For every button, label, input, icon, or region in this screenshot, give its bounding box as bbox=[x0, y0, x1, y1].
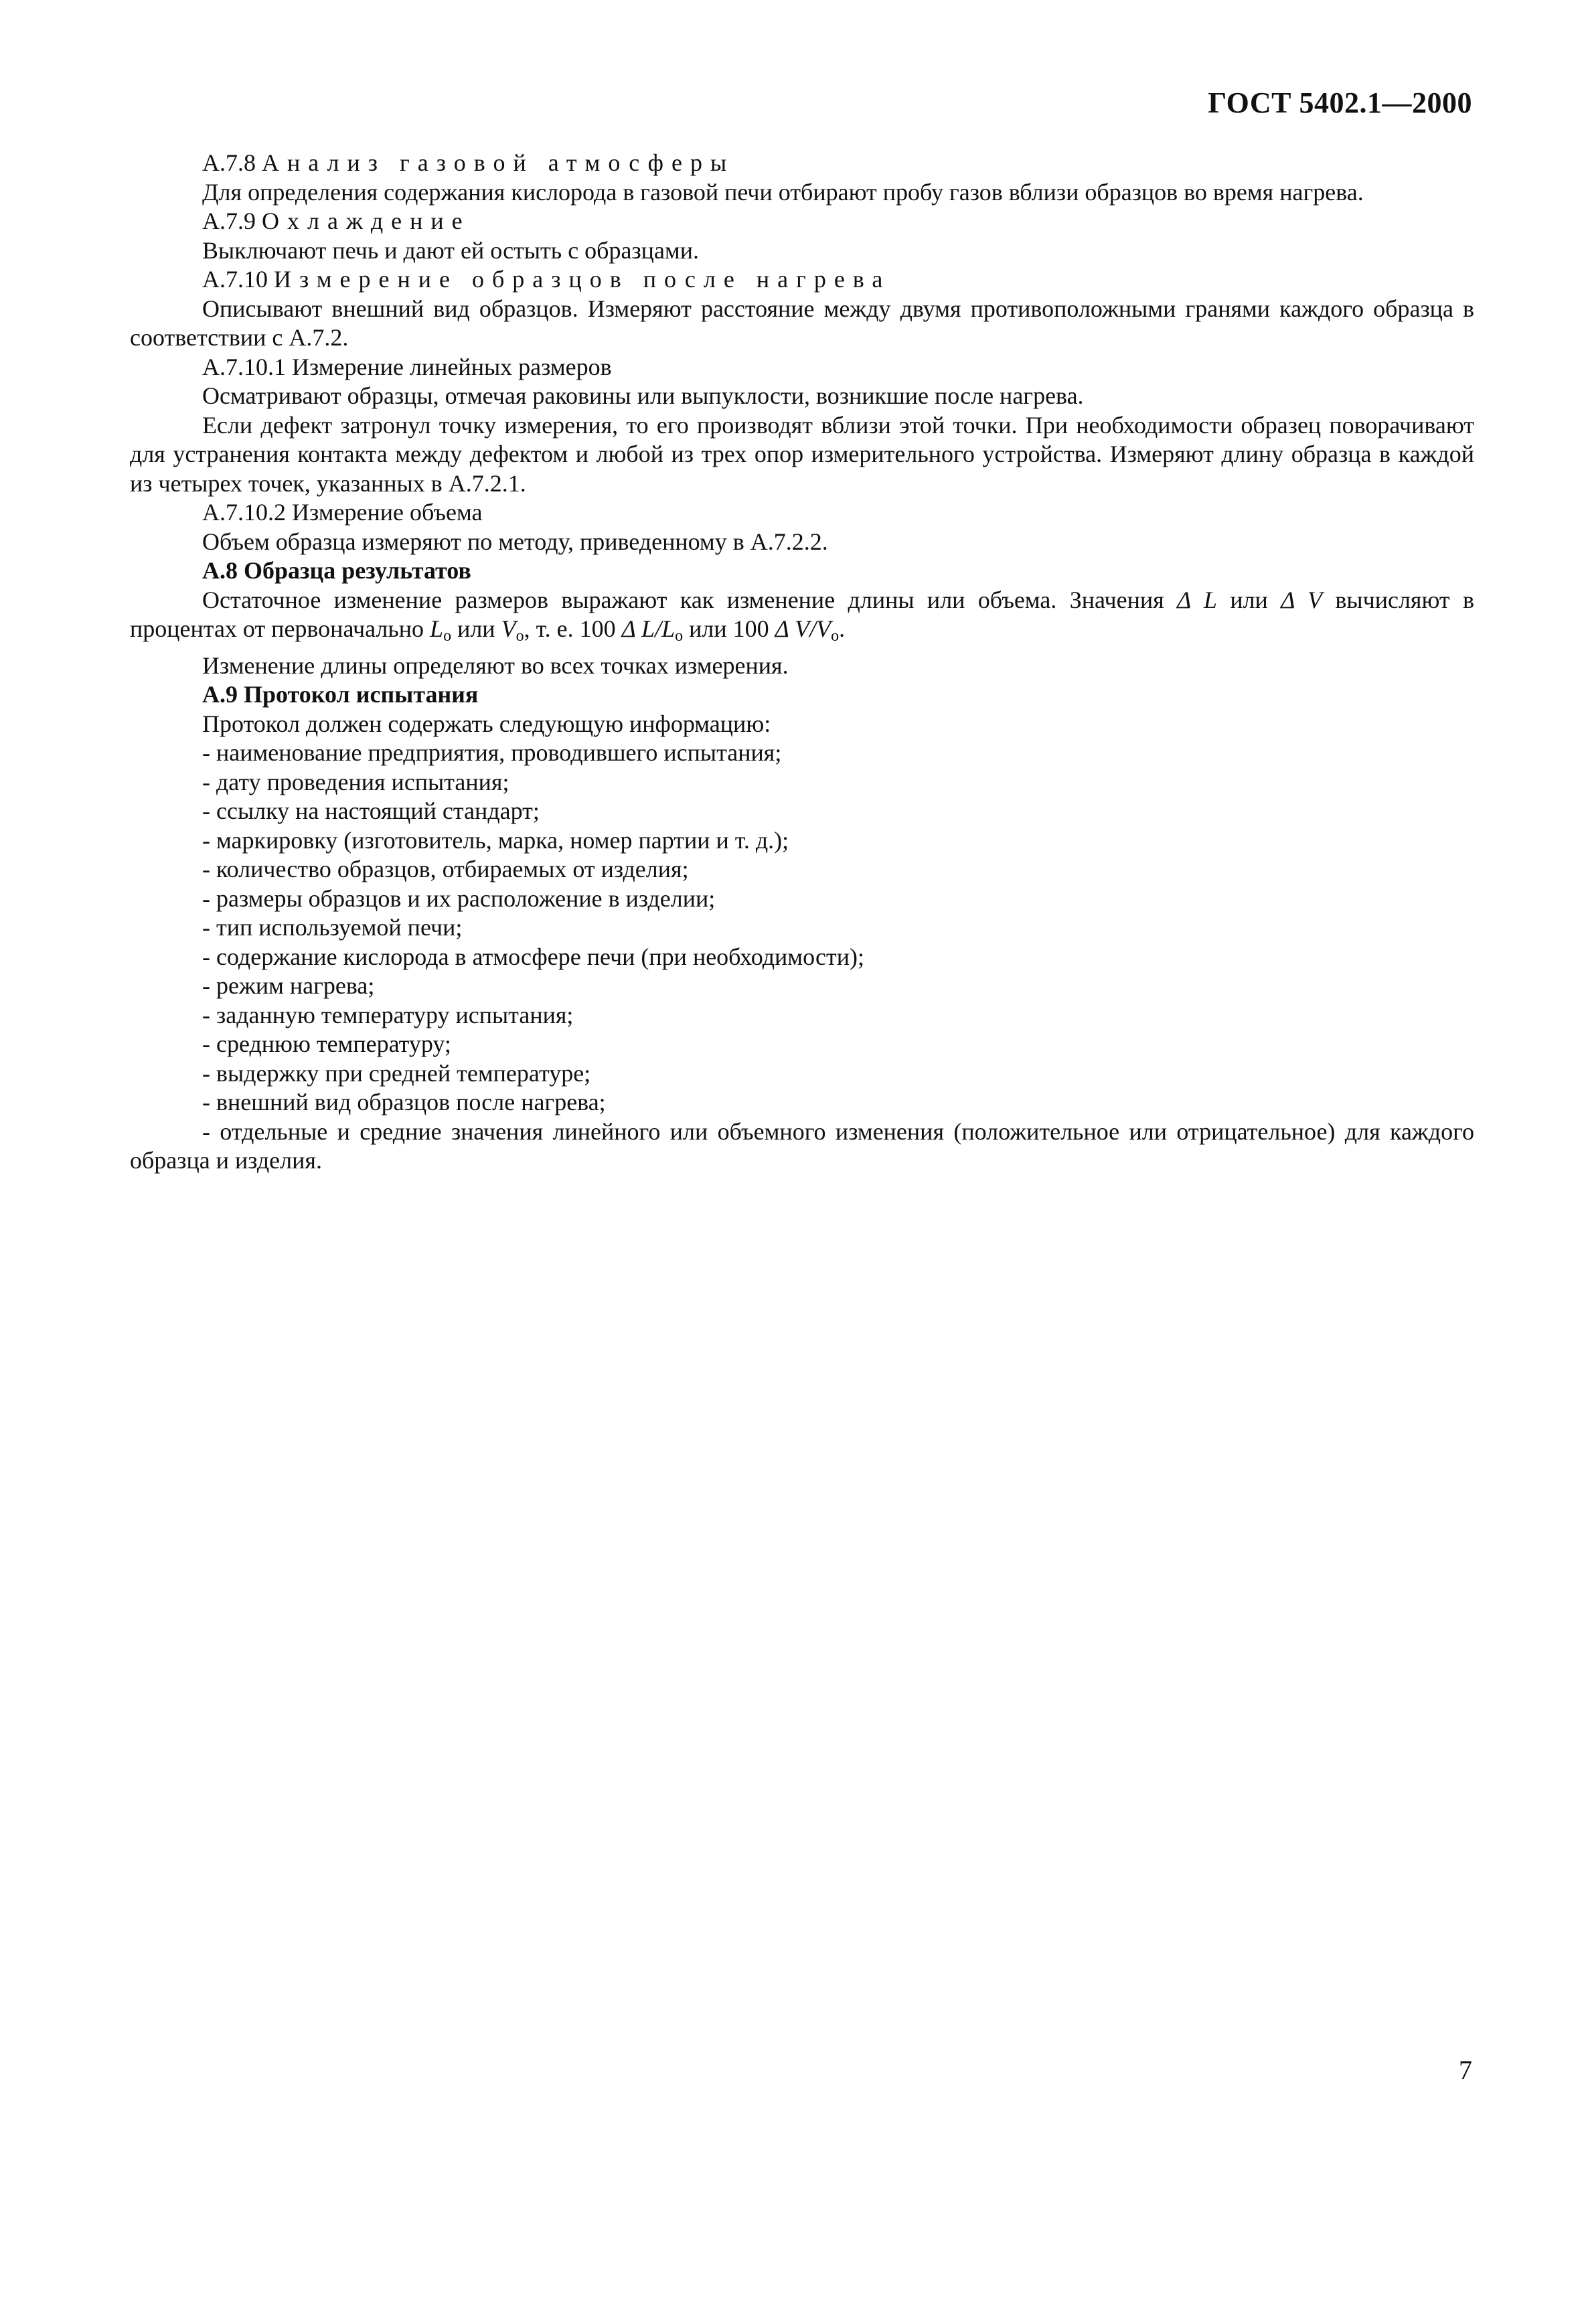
paragraph: Если дефект затронул точку измерения, то его производят вблизи этой точки. При необходимости образец поворачивают для устранения контакта между дефектом и любой из трех опор измерительного устройства. Измеряют длину образца в каждой из четырех точек, указанных в А.7.2.1. bbox=[130, 411, 1474, 497]
paragraph: Протокол должен содержать следующую информацию: bbox=[202, 710, 771, 737]
document-body bbox=[130, 149, 1474, 1176]
text-fragment: . bbox=[839, 615, 846, 642]
section-title: Охлаждение bbox=[262, 208, 471, 234]
formula-v: V bbox=[501, 615, 516, 642]
section-number: А.7.10 bbox=[202, 266, 268, 293]
document-code: ГОСТ 5402.1—2000 bbox=[1208, 86, 1472, 119]
list-item: - среднюю температуру; bbox=[202, 1030, 451, 1057]
paragraph-formula bbox=[130, 586, 1474, 651]
formula-dl-over-l: Δ L/L bbox=[621, 615, 676, 642]
section-a7102-heading: А.7.10.2 Измерение объема bbox=[202, 499, 483, 526]
list-item: - выдержку при средней температуре; bbox=[202, 1059, 591, 1087]
list-item: - режим нагрева; bbox=[202, 972, 375, 999]
list-item: - тип используемой печи; bbox=[202, 914, 463, 941]
formula-delta-v: Δ V bbox=[1281, 586, 1323, 613]
formula-dv-over-v: Δ V/V bbox=[775, 615, 831, 642]
list-item: - размеры образцов и их расположение в изделии; bbox=[202, 884, 716, 912]
subscript: o bbox=[443, 627, 452, 645]
formula-delta-l: Δ L bbox=[1177, 586, 1217, 613]
paragraph: Объем образца измеряют по методу, приведенному в А.7.2.2. bbox=[202, 528, 828, 555]
list-item: - дату проведения испытания; bbox=[202, 768, 509, 795]
formula-l: L bbox=[430, 615, 444, 642]
subscript: o bbox=[675, 627, 684, 645]
section-a8-heading: А.8 Образца результатов bbox=[202, 557, 471, 584]
text-fragment: , т. е. 100 bbox=[524, 615, 622, 642]
list-item: - заданную температуру испытания; bbox=[202, 1001, 574, 1028]
text-fragment: Остаточное изменение размеров выражают как изменение длины или объема. Значения bbox=[202, 586, 1178, 613]
section-a7101-heading: А.7.10.1 Измерение линейных размеров bbox=[202, 353, 612, 380]
section-number: А.7.8 bbox=[202, 149, 256, 176]
subscript: o bbox=[831, 627, 840, 645]
page-number: 7 bbox=[1459, 2055, 1472, 2085]
list-item: - ссылку на настоящий стандарт; bbox=[202, 797, 540, 824]
list-item: - наименование предприятия, проводившего испытания; bbox=[202, 739, 782, 766]
section-a9-heading: А.9 Протокол испытания bbox=[202, 681, 479, 708]
section-number: А.7.9 bbox=[202, 208, 256, 234]
list-item: - количество образцов, отбираемых от изделия; bbox=[202, 856, 689, 882]
text-fragment: или 100 bbox=[683, 615, 775, 642]
paragraph: Осматривают образцы, отмечая раковины или выпуклости, возникшие после нагрева. bbox=[202, 382, 1084, 409]
section-a710-heading bbox=[130, 265, 1474, 295]
subscript: o bbox=[516, 627, 524, 645]
list-item: - содержание кислорода в атмосфере печи (при необходимости); bbox=[202, 943, 864, 970]
paragraph: Описывают внешний вид образцов. Измеряют расстояние между двумя противоположными гранями каждого образца в соответствии с А.7.2. bbox=[130, 295, 1474, 351]
paragraph: Изменение длины определяют во всех точках измерения. bbox=[202, 651, 789, 679]
paragraph: Выключают печь и дают ей остыть с образцами. bbox=[202, 236, 699, 264]
text-fragment: или bbox=[1216, 586, 1281, 613]
list-item: - внешний вид образцов после нагрева; bbox=[202, 1089, 606, 1115]
section-title: Измерение образцов после нагрева bbox=[274, 266, 891, 293]
section-a78-heading bbox=[130, 149, 1474, 178]
text-fragment: вычисляют в процентах от первоначально bbox=[130, 586, 1474, 642]
list-item: - отдельные и средние значения линейного или объемного изменения (положительное или отрицательное) для каждого образца и изделия. bbox=[130, 1117, 1474, 1174]
section-title: Анализ газовой атмосферы bbox=[262, 149, 735, 176]
list-item: - маркировку (изготовитель, марка, номер партии и т. д.); bbox=[202, 826, 789, 854]
section-a79-heading bbox=[130, 207, 1474, 236]
paragraph: Для определения содержания кислорода в газовой печи отбирают пробу газов вблизи образцов во время нагрева. bbox=[202, 178, 1364, 206]
text-fragment: или bbox=[451, 615, 501, 642]
